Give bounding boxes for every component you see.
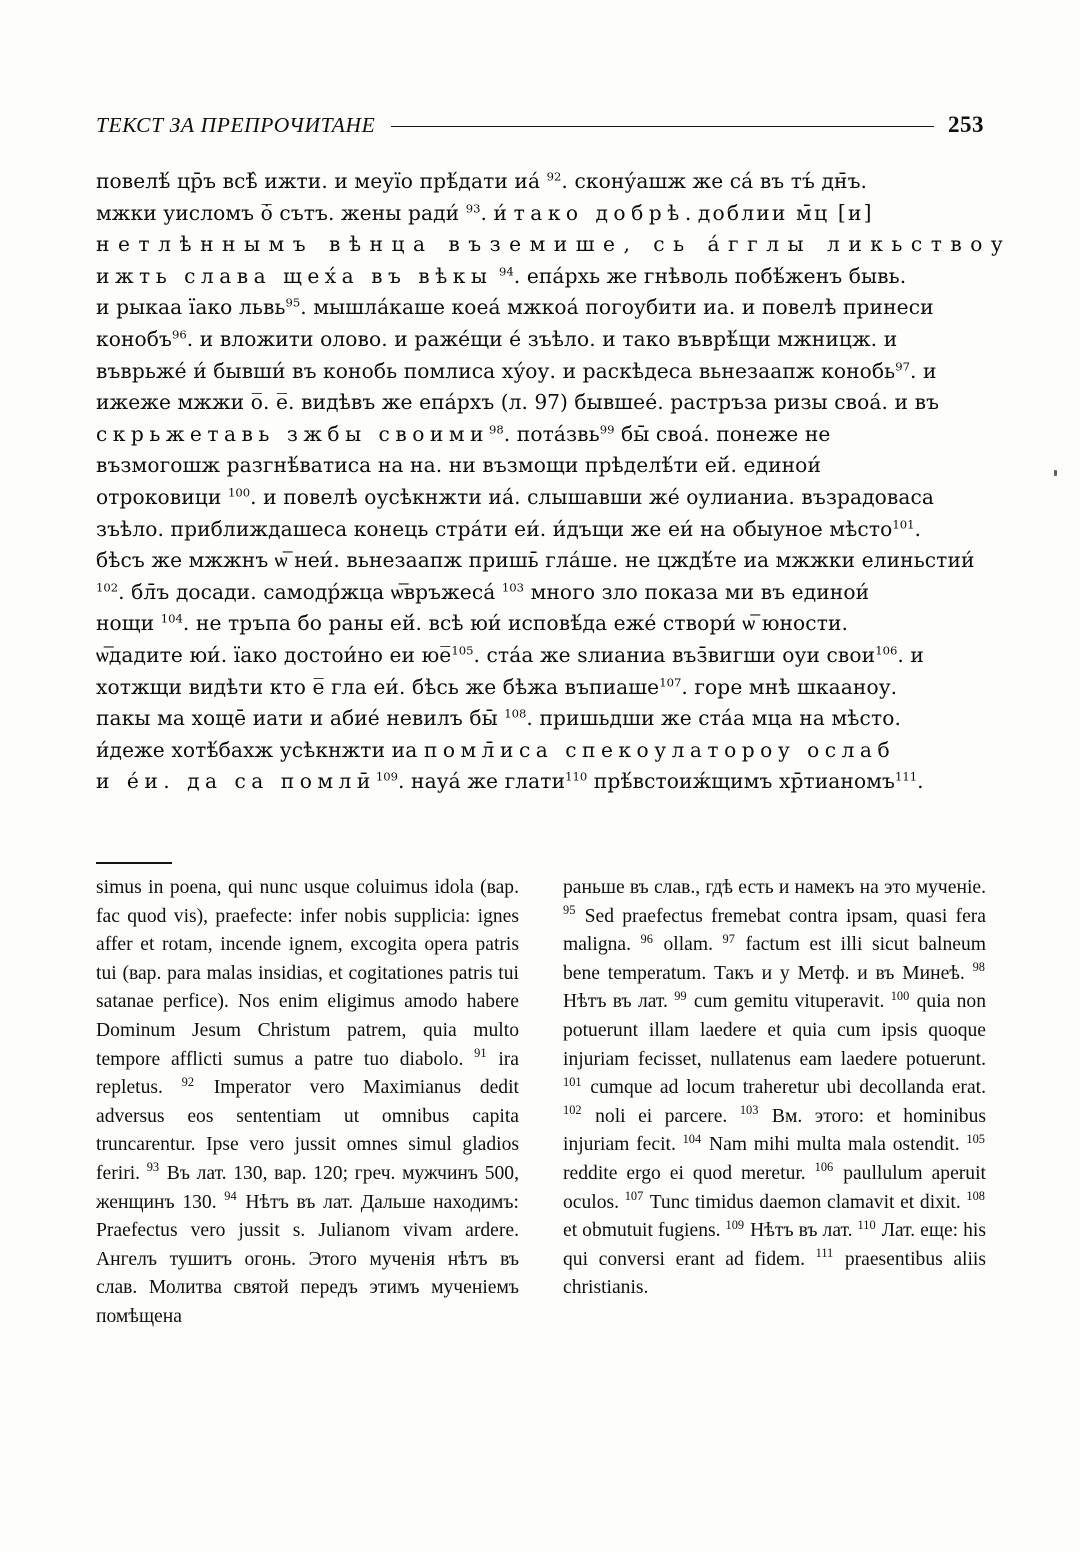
- running-head: [96, 108, 984, 142]
- old-text-line: въврьже́ и́ бывши́ въ конобь помлиса ху́оу. и раскѣдеса вьнезаапж конобь$^{97}$. и: [96, 358, 937, 383]
- old-text-line: повелѣ́ цр̄ъ всѣ̂ ижти. и меуїо прѣ́дати иа́ $^{92}$. скону́ашж же са́ въ тъ́ дн̄ъ.: [96, 169, 868, 193]
- old-slavonic-text-block: [96, 166, 1012, 798]
- running-head-rule: [391, 126, 934, 127]
- old-text-line: хотжщи видѣти кто е̅ гла еи́. бѣсь же бѣжа въпиаше$^{107}$. горе мнѣ шкааноу.: [96, 674, 898, 699]
- notes-column-left: [96, 874, 519, 1332]
- page-number: 253: [948, 112, 984, 137]
- footnote-divider: [96, 862, 172, 864]
- apparatus-notes: [96, 874, 986, 1332]
- old-text-line: бѣсъ же мжжнъ ѡ̅ неи́. вьнезаапж пришь̄ гла́ше. не цждѣ́те иа мжжки елиньстии́: [96, 548, 975, 573]
- old-text-line: зъѣло. приближдашеса конець стра́ти еи́. и́дъщи же еи́ на обыуное мѣсто$^{101}$.: [96, 516, 922, 541]
- page-speck: [1054, 470, 1057, 476]
- old-text-line: отроковици $^{100}$. и повелѣ оусѣкнжти иа́. слышавши же́ оулианиа. възрадоваса: [96, 484, 935, 509]
- old-text-line: нетлѣннымъ вѣнца въземише, сь а́гглы ликьствоу: [96, 232, 1012, 257]
- old-text-line: пакы ма хоще̄ иати и абие́ невилъ бы̄ $^{108}$. пришьдши же ста́а мца на мѣсто.: [96, 706, 901, 731]
- old-text-line: $^{102}$. бл̄ъ досади. самодр́жца ѡ̅връжеса́ $^{103}$ много зло показа ми въ единои́: [96, 579, 870, 604]
- notes-column-right: [563, 874, 986, 1332]
- old-text-line: ижть слава щех́а въ вѣкы $^{94}$. епа́рхь же гнѣволь побѣ́женъ бывь.: [96, 263, 907, 288]
- old-text-line: мжки уисломъ о̅̇ сътъ. жены ради́ $^{93}$. и́ тако добрѣ. доблии м̄ц [и]: [96, 200, 874, 225]
- running-head-title: ТЕКСТ ЗА ПРЕПРОЧИТАНЕ: [96, 112, 376, 137]
- old-text-line: нощи $^{104}$. не тръпа бо раны ей́. всѣ юи́ исповѣ́да еже́ створи́ ѡ̅ юности.: [96, 611, 849, 636]
- old-text-line: скрьжетавь зжбы своими$^{98}$. пота́звь$^{99}$ бы̄ своа́. понеже не: [96, 421, 831, 446]
- notes-right-text: раньше въ слав., гдѣ есть и намекъ на это мученіе. $^{95}$ Sed praefectus fremebat contra ipsam, quasi fera maligna. $^{96}$ ollam. $^{97}$ factum est illi sicut balneum bene temperatum. Такъ и у Метф. и въ Минеѣ. $^{98}$ Нѣтъ въ лат. $^{99}$ cum gemitu vituperavit. $^{100}$ quia non potuerunt illam laedere et quia cum ipsis quoque injuriam fecisset, nullatenus eam laedere potuerunt. $^{101}$ cumque ad locum traheretur ubi decollanda erat. $^{102}$ noli ei parcere. $^{103}$ Вм. этого: et hominibus injuriam fecit. $^{104}$ Nam mihi multa mala ostendit. $^{105}$ reddite ergo ei quod meretur. $^{106}$ paullulum aperuit oculos. $^{107}$ Tunc timidus daemon clamavit et dixit. $^{108}$ et obmutuit fugiens. $^{109}$ Нѣтъ въ лат. $^{110}$ Лат. еще: his qui conversi erant ad fidem. $^{111}$ praesentibus aliis christianis.: [563, 877, 987, 1299]
- old-text-line: ѡ̅дадите юи́. їако достои́но еи юе̅$^{105}$. ста́а же ѕлианиа въз̄вигши оуи свои$^{106}$. и: [96, 642, 924, 667]
- old-text-line: възмогошж разгнѣ́ватиса на на. ни възмощи прѣделѣ́ти ей́. единои́: [96, 453, 821, 478]
- old-text-line: и́деже хотѣ́бахж усѣкнжти иа помл̄иса спекоулатороу ослаб: [96, 737, 896, 762]
- old-text-line: конобъ$^{96}$. и вложити олово. и раже́щи е́ зъѣло. и тако въврѣ́щи мжницж. и: [96, 326, 898, 351]
- old-text-line: ижеже мжжи о̅. е̅. видѣвъ же епа́рхъ (л. 97) бывшее́. растръза ризы своа́. и въ: [96, 390, 940, 415]
- old-text-line: и е́и. да са помлӣ$^{109}$. науа́ же глати$^{110}$ прѣ́встоиж́щимъ хр̄тианомъ$^{111}$.: [96, 769, 924, 794]
- notes-left-text: simus in poena, qui nunc usque coluimus idola (вар. fac quod vis), praefecte: infer nobis supplicia: ignes affer et rotam, incende ignem, excogita opera patris tui (вар. para malas insidias, et cogitationes patris tui satanae perfice). Nos enim eligimus amodo habere Dominum Jesum Christum patrem, quia multo tempore afflicti sumus a patre tuo diabolo. $^{91}$ ira repletus. $^{92}$ Imperator vero Maximianus dedit adversus eos sententiam ut omnibus capita truncarentur. Ipse vero jussit omnes simul gladios feriri. $^{93}$ Въ лат. 130, вар. 120; греч. мужчинъ 500, женщинъ 130. $^{94}$ Нѣтъ въ лат. Дальше находимъ: Praefectus vero jussit s. Julianom vivam ardere. Ангелъ тушитъ огонь. Этого мученія нѣтъ въ слав. Молитва святой передъ этимъ мученіемъ помѣщена: [96, 877, 520, 1327]
- old-text-line: и рыкаа їако львь$^{95}$. мышла́каше коеа́ мжкоа́ погоубити иа. и повелѣ принеси: [96, 295, 934, 320]
